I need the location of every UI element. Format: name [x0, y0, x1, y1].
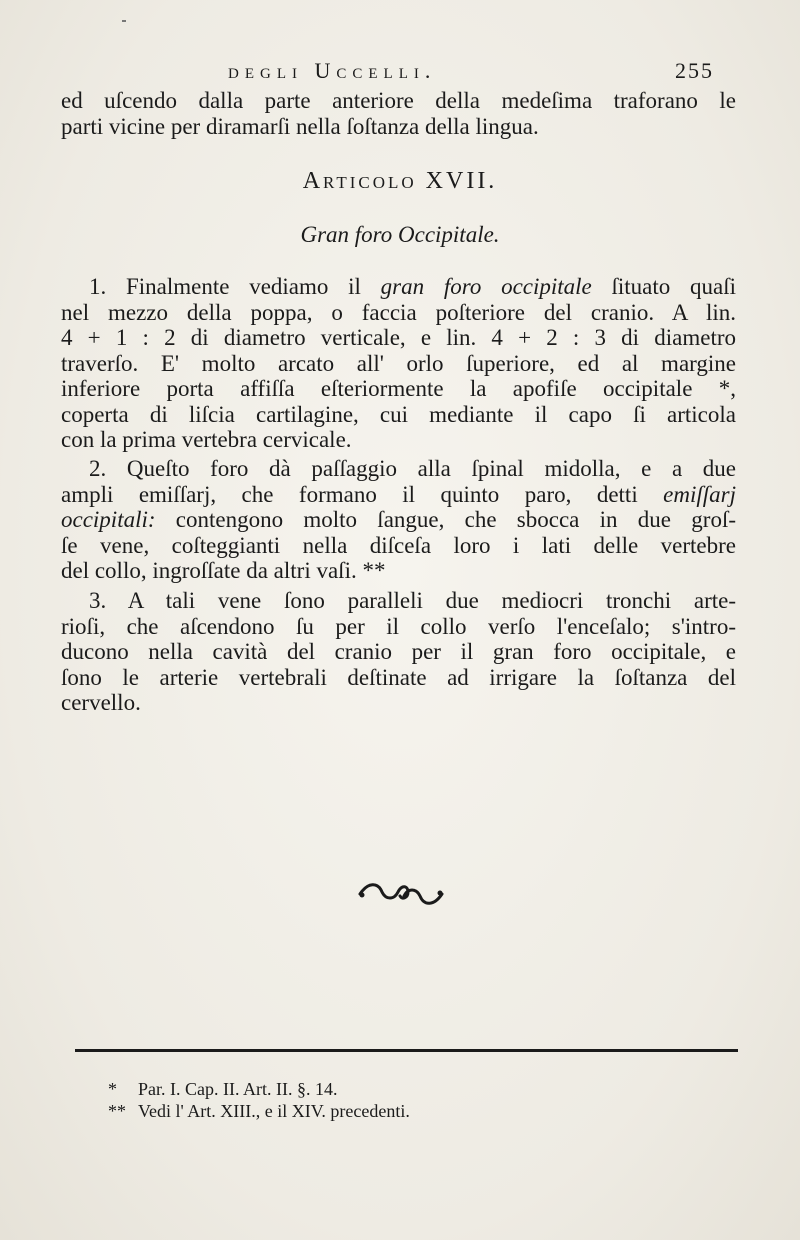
article-subheading: Gran foro Occipitale. — [300, 222, 500, 247]
article-heading: Articolo XVII. — [302, 168, 498, 194]
footnote: ** Vedi l' Art. XIII., e il XIV. precedenti. — [108, 1101, 410, 1121]
running-header — [228, 58, 714, 88]
footnotes — [108, 1078, 410, 1122]
page-number: 255 — [675, 58, 714, 83]
text-line: ducono nella cavità del cranio per il gran foro occipitale, e — [61, 639, 736, 664]
text-line: con la prima vertebra cervicale. — [61, 427, 352, 452]
paragraph-1 — [61, 274, 736, 453]
text-line: 2. Queſto foro dà paſſaggio alla ſpinal midolla, e a due — [89, 456, 736, 481]
text-line: ſono le arterie vertebrali deſtinate ad irrigare la ſoſtanza del — [61, 664, 736, 690]
text-line: 3. A tali vene ſono paralleli due mediocri tronchi arte- — [89, 588, 736, 613]
page-speck — [122, 20, 126, 22]
text-line: cervello. — [61, 690, 141, 715]
text-line: del collo, ingroſſate da altri vaſi. ** — [61, 558, 386, 583]
text-line: traverſo. E' molto arcato all' orlo ſuperiore, ed al margine — [61, 350, 736, 376]
text-line: parti vicine per diramarſi nella ſoſtanza della lingua. — [61, 113, 539, 139]
footnote-rule — [75, 1049, 738, 1052]
text-line: occipitali: contengono molto ſangue, che sbocca in due groſ- — [61, 507, 736, 532]
text-line: coperta di liſcia cartilagine, cui mediante il capo ſi articola — [61, 401, 736, 427]
paragraph-3 — [61, 588, 736, 716]
text-line: 1. Finalmente vediamo il gran foro occipitale ſituato quaſi — [89, 274, 736, 299]
paragraph-2 — [61, 456, 736, 584]
text-line: ſe vene, coſteggianti nella diſceſa loro i lati delle vertebre — [61, 532, 736, 558]
decorative-ornament-icon — [356, 880, 446, 908]
text-line: rioſi, che aſcendono ſu per il collo verſo l'enceſalo; s'intro- — [61, 613, 736, 639]
text-line: nel mezzo della poppa, o faccia poſteriore del cranio. A lin. — [61, 299, 736, 325]
text-line: ed uſcendo dalla parte anteriore della medeſima traforano le — [61, 88, 736, 113]
text-line: inferiore porta affiſſa eſteriormente la apofiſe occipitale *, — [61, 376, 736, 401]
text-line: ampli emiſſarj, che formano il quinto paro, detti emiſſarj — [61, 481, 736, 507]
footnote: * Par. I. Cap. II. Art. II. §. 14. — [108, 1079, 338, 1099]
text-line: 4 + 1 : 2 di diametro verticale, e lin. 4 + 2 : 3 di diametro — [61, 325, 736, 350]
running-title: degli Uccelli. — [228, 58, 437, 83]
intro-text — [61, 88, 736, 139]
